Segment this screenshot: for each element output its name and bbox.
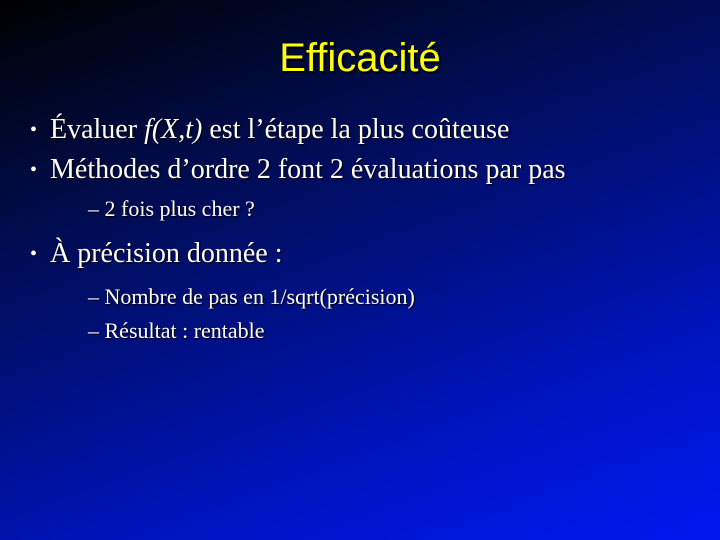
sub-item-result bbox=[28, 314, 708, 348]
bullet-icon: • bbox=[30, 119, 38, 141]
bullet-item-order-2-methods bbox=[28, 150, 708, 190]
bullet-text: À précision donnée : bbox=[50, 238, 283, 269]
bullet-text-suffix: est l’étape la plus coûteuse bbox=[202, 114, 510, 145]
sub-item-text: 2 fois plus cher ? bbox=[104, 196, 255, 221]
function-notation: f(X,t) bbox=[144, 114, 203, 145]
dash-icon: – bbox=[88, 284, 99, 309]
bullet-text: Méthodes d’ordre 2 font 2 évaluations par pas bbox=[50, 154, 566, 185]
bullet-text-prefix: Évaluer bbox=[50, 114, 145, 145]
sub-item-twice-expensive bbox=[28, 192, 708, 226]
sub-item-text: Résultat : rentable bbox=[104, 318, 265, 343]
bullet-item-evaluation-cost bbox=[28, 110, 708, 150]
dash-icon: – bbox=[88, 196, 99, 221]
sub-item-text: Nombre de pas en 1/sqrt(précision) bbox=[104, 284, 415, 309]
bullet-icon: • bbox=[30, 159, 38, 181]
slide-body bbox=[28, 110, 708, 348]
slide-title: Efficacité bbox=[279, 36, 441, 80]
sub-item-step-count bbox=[28, 280, 708, 314]
dash-icon: – bbox=[88, 318, 99, 343]
bullet-item-given-precision bbox=[28, 234, 708, 274]
bullet-icon: • bbox=[30, 243, 38, 265]
